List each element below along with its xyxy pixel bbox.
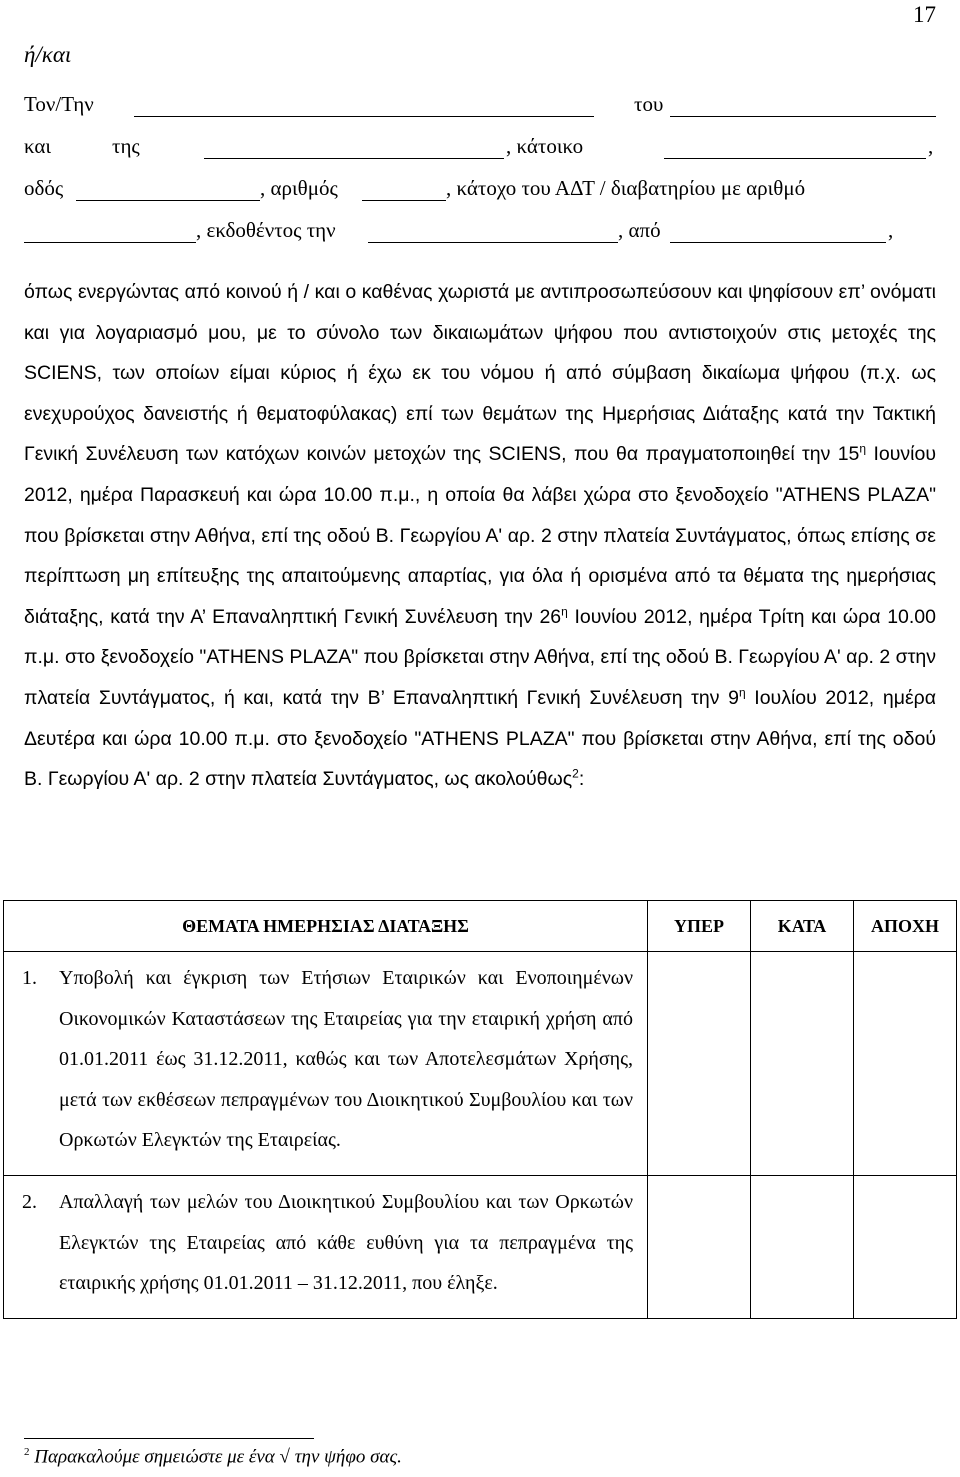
blank-field-street[interactable] <box>76 176 260 201</box>
form-label: οδός <box>24 176 64 200</box>
footnote <box>24 1446 402 1468</box>
form-label: , εκδοθέντος την <box>196 218 336 242</box>
form-line-4 <box>24 218 936 248</box>
footnote-text: Παρακαλούμε σημειώστε με ένα √ την ψήφο σας. <box>29 1446 402 1468</box>
blank-field-name[interactable] <box>134 92 594 117</box>
blank-field-issuer[interactable] <box>670 218 886 243</box>
form-line-1 <box>24 92 936 122</box>
body-text: Ιουλίου 2012, ημέρα Δευτέρα και ώρα 10.00 π.μ. στο ξενοδοχείο "ATHENS PLAZA" που βρίσκεται στην Αθήνα, επί της οδού Β. Γεωργίου Α' αρ. 2 στην πλατεία Συντάγματος, ως ακολούθως <box>24 686 936 791</box>
form-label: , από <box>618 218 661 242</box>
ordinal-superscript: η <box>561 604 568 619</box>
body-text: Ιουνίου 2012, ημέρα Παρασκευή και ώρα 10.00 π.μ., η οποία θα λάβει χώρα στο ξενοδοχείο "ATHENS PLAZA" που βρίσκεται στην Αθήνα, επί της οδού Β. Γεωργίου Α' αρ. 2 στην πλατεία Συντάγματος, όπως επίσης σε περίπτωση μη επίτευξης της απαιτούμενης απαρτίας, για όλα ή ορισμένα από τα θέματα της ημερήσιας διάταξης, κατά την Α’ Επαναληπτική Γενική Συνέλευση την 26 <box>24 443 936 628</box>
blank-field-mother[interactable] <box>204 134 504 159</box>
form-label: Τον/Την <box>24 92 94 116</box>
agenda-item-cell <box>4 1175 648 1318</box>
header-against: ΚΑΤΑ <box>751 901 854 952</box>
page-number: 17 <box>913 2 936 27</box>
table-header-row <box>4 901 957 952</box>
table-row <box>4 1175 957 1318</box>
item-text: Απαλλαγή των μελών του Διοικητικού Συμβουλίου και των Ορκωτών Ελεγκτών της Εταιρείας από κάθε ευθύνη για τα πεπραγμένα της εταιρικής χρήσης 01.01.2011 – 31.12.2011, που έληξε. <box>59 1190 633 1295</box>
blank-field-issue-date[interactable] <box>368 218 618 243</box>
vote-against-cell[interactable] <box>751 952 854 1176</box>
ordinal-superscript: η <box>859 441 867 456</box>
vote-for-cell[interactable] <box>648 1175 751 1318</box>
item-text: Υποβολή και έγκριση των Ετήσιων Εταιρικών και Ενοποιημένων Οικονομικών Καταστάσεων της Εταιρείας για την εταιρική χρήση από 01.01.2011 έως 31.12.2011, καθώς και των Αποτελεσμάτων Χρήσης, μετά των εκθέσεων πεπραγμένων του Διοικητικού Συμβουλίου και των Ορκωτών Ελεγκτών της Εταιρείας. <box>59 967 633 1152</box>
form-label: , κάτοικο <box>506 134 584 158</box>
agenda-item-cell <box>4 952 648 1176</box>
form-label: , <box>928 134 934 158</box>
item-number: 1. <box>22 967 37 989</box>
form-label: , <box>888 218 894 242</box>
vote-for-cell[interactable] <box>648 952 751 1176</box>
form-line-2 <box>24 134 936 164</box>
blank-field-residence[interactable] <box>664 134 926 159</box>
form-label: του <box>634 92 664 116</box>
body-text: Ιουνίου 2012, ημέρα Τρίτη και ώρα 10.00 π.μ. στο ξενοδοχείο "ATHENS PLAZA" που βρίσκεται στην Αθήνα, επί της οδού Β. Γεωργίου Α' αρ. 2 στην πλατεία Συντάγματος, ή και, κατά την Β’ Επαναληπτική Γενική Συνέλευση την 9 <box>24 605 936 709</box>
form-line-3 <box>24 176 936 206</box>
item-number: 2. <box>22 1190 37 1213</box>
vote-against-cell[interactable] <box>751 1175 854 1318</box>
form-label: , αριθμός <box>260 176 338 200</box>
form-label: , κάτοχο του ΑΔΤ / διαβατηρίου με αριθμό <box>446 176 806 200</box>
blank-field-street-number[interactable] <box>362 176 446 201</box>
blank-field-id-number[interactable] <box>24 218 196 243</box>
alternative-label: ή/και <box>24 42 72 67</box>
body-text: : <box>578 768 585 791</box>
table-row <box>4 952 957 1176</box>
proxy-body-paragraph <box>24 272 936 800</box>
form-label: της <box>112 134 140 158</box>
ordinal-superscript: η <box>738 685 746 700</box>
footnote-reference: 2 <box>572 766 579 781</box>
vote-abstain-cell[interactable] <box>854 1175 957 1318</box>
blank-field-father[interactable] <box>670 92 936 117</box>
footnote-divider <box>24 1438 314 1439</box>
body-text: όπως ενεργώντας από κοινού ή / και ο καθένας χωριστά με αντιπροσωπεύσουν και ψηφίσουν επ’ ονόματι και για λογαριασμό μου, με το σύνολο των δικαιωμάτων ψήφου που αντιστοιχούν στις μετοχές της SCIENS, των οποίων είμαι κύριος ή έχω εκ του νόμου ή από σύμβαση δικαίωμα ψήφου (π.χ. ως ενεχυρούχος δανειστής ή θεματοφύλακας) επί των θεμάτων της Ημερήσιας Διάταξης κατά την Τακτική Γενική Συνέλευση των κατόχων κοινών μετοχών της SCIENS, που θα πραγματοποιηθεί την 15 <box>24 281 936 466</box>
header-for: ΥΠΕΡ <box>648 901 751 952</box>
footnote-mark: 2 <box>24 1446 30 1458</box>
header-topics: ΘΕΜΑΤΑ ΗΜΕΡΗΣΙΑΣ ΔΙΑΤΑΞΗΣ <box>4 901 648 952</box>
agenda-table <box>3 900 957 1319</box>
form-label: και <box>24 134 52 158</box>
vote-abstain-cell[interactable] <box>854 952 957 1176</box>
header-abstain: ΑΠΟΧΗ <box>854 901 957 952</box>
